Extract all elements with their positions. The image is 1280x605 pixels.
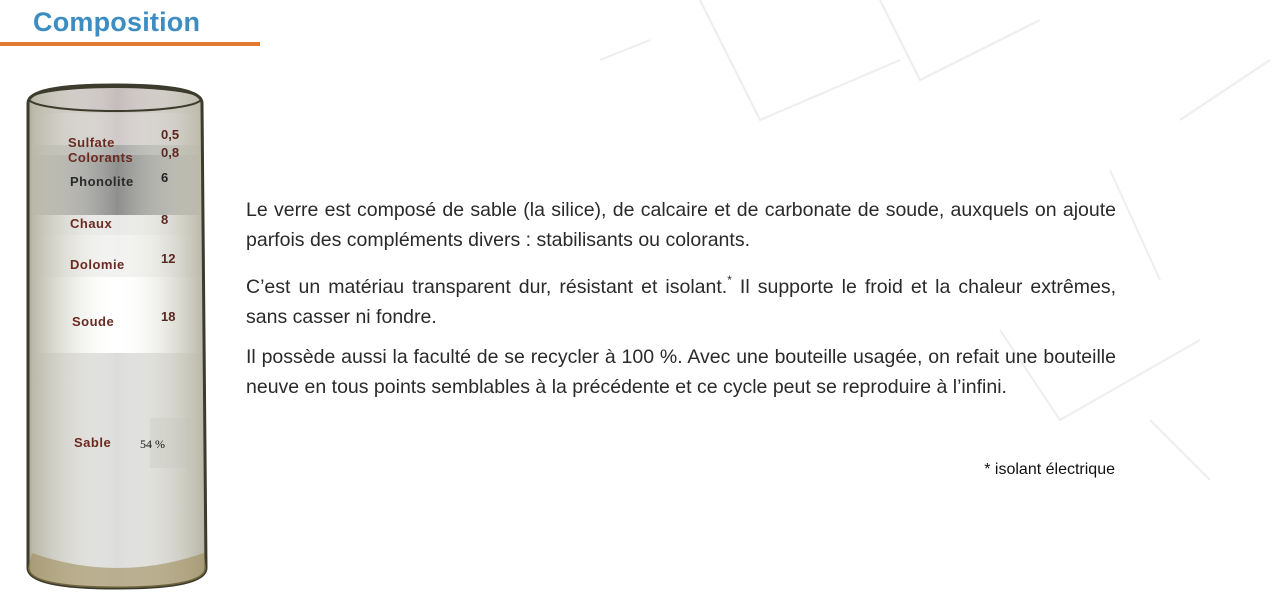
- layer-label-colorants: Colorants: [68, 150, 134, 165]
- properties-text-start: C’est un matériau transparent dur, résistant et isolant.: [246, 276, 728, 298]
- layer-label-sable: Sable: [74, 435, 112, 450]
- footnote: * isolant électrique: [984, 461, 1115, 478]
- glass-composition-cylinder: [20, 83, 215, 593]
- layer-value-dolomie: 12: [161, 251, 176, 266]
- layer-label-sulfate: Sulfate: [68, 135, 115, 150]
- layer-label-dolomie: Dolomie: [70, 257, 125, 272]
- paragraph-recycling: Il possède aussi la faculté de se recycler à 100 %. Avec une bouteille usagée, on refait une bouteille neuve en tous points semblables à la précédente et ce cycle peut se reproduire à l’infini.: [246, 346, 1116, 398]
- layer-value-colorants: 0,8: [161, 145, 180, 160]
- layer-value-chaux: 8: [161, 212, 169, 227]
- layer-label-phonolite: Phonolite: [70, 174, 134, 189]
- layer-value-phonolite: 6: [161, 170, 169, 185]
- layer-value-sulfate: 0,5: [161, 127, 180, 142]
- paragraph-composition: Le verre est composé de sable (la silice), de calcaire et de carbonate de soude, auxquels on ajoute parfois des compléments divers : stabilisants ou colorants.: [246, 199, 1116, 251]
- title-underline: [0, 42, 260, 46]
- layer-label-soude: Soude: [72, 314, 115, 329]
- page-title: Composition: [33, 7, 201, 37]
- layer-label-chaux: Chaux: [70, 216, 113, 231]
- layer-value-soude: 18: [161, 309, 176, 324]
- properties-text-end: Il supporte le froid et la chaleur extrêmes, sans casser ni fondre.: [246, 276, 1116, 328]
- paragraph-properties: [246, 265, 1116, 332]
- composition-description: [246, 195, 1116, 412]
- footnote-marker: *: [727, 273, 732, 287]
- layer-value-sable: 54 %: [140, 437, 165, 451]
